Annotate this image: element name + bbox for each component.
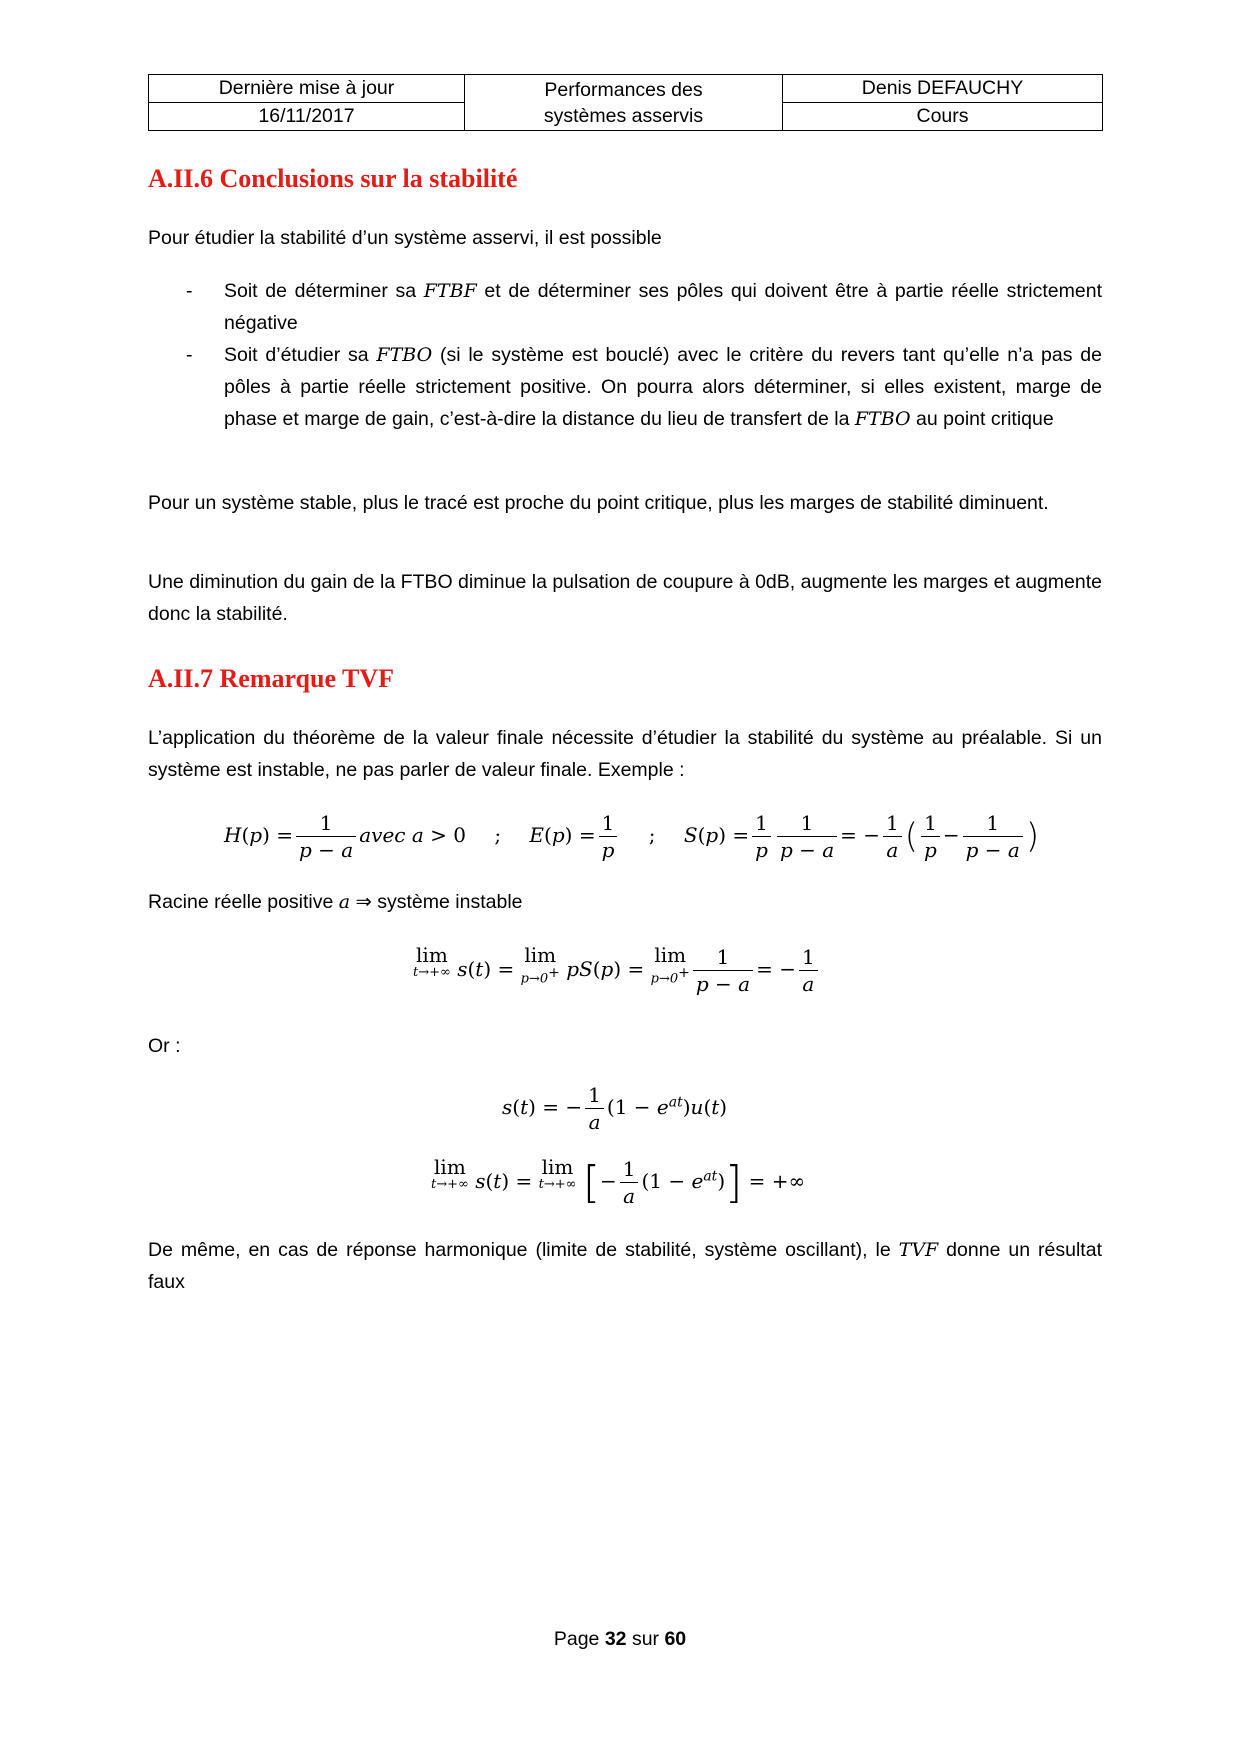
- equation-time-response: s(t) = − $\frac{1}{a}$ $(1 - e^{at})u(t)$: [502, 1083, 728, 1134]
- header-table: [148, 74, 1103, 131]
- stability-margin-text: Pour un système stable, plus le tracé est proche du point critique, plus les marges de stabilité diminuent.: [148, 492, 1049, 514]
- document-type: Cours: [783, 103, 1103, 131]
- section-heading-stability: A.II.6 Conclusions sur la stabilité: [148, 164, 518, 193]
- intro-text: Pour étudier la stabilité d’un système asservi, il est possible: [148, 227, 662, 249]
- conclusion-text: De même, en cas de réponse harmonique (limite de stabilité, système oscillant), le TVF donne un résultat faux: [148, 1239, 1102, 1293]
- list-item: - Soit de déterminer sa FTBF et de déterminer ses pôles qui doivent être à partie réelle strictement négative: [186, 280, 1103, 334]
- root-text: Racine réelle positive a ⇒ système instable: [148, 891, 523, 913]
- method-list: [148, 275, 1102, 435]
- last-update-label: Dernière mise à jour: [149, 75, 465, 103]
- author: Denis DEFAUCHY: [783, 75, 1103, 103]
- tvf-intro-text: L’application du théorème de la valeur finale nécessite d’étudier la stabilité du système au préalable. Si un système est instable, ne pas parler de valeur finale. Exemple :: [148, 727, 1102, 781]
- or-label: Or :: [148, 1035, 181, 1057]
- update-date: 16/11/2017: [149, 103, 465, 131]
- list-item: - Soit d’étudier sa FTBO (si le système est bouclé) avec le critère du revers tant qu’elle n’a pas de pôles à partie réelle strictement positive. On pourra alors déterminer, si elles existent, marge de phase et marge de gain, c’est-à-dire la distance du lieu de transfert de la FTBO au point critique: [186, 344, 1102, 430]
- equation-transfer-functions: H(p) = $\frac{1}{p - a}$ avec a > 0 ; E(p) = $\frac{1}{p}$ ; S(p) = $\frac{1}{p}$ $\frac{1}{p - a}$ = − $\frac{1}{a}$ ( $\frac{1}{p}$ − $\frac{1}{p - a}$ ): [224, 811, 1040, 862]
- page-content: [148, 74, 1103, 1293]
- section-heading-tvf: A.II.7 Remarque TVF: [148, 664, 395, 693]
- equation-final-value-limit: lim t→+∞ s(t) = lim p→0+ pS(p) = lim p→0+ $\frac{1}{p - a}$ = − $\frac{1}{a}$: [413, 944, 821, 997]
- document-title: Performances des systèmes asservis: [465, 75, 783, 131]
- gain-reduction-text: Une diminution du gain de la FTBO diminue la pulsation de coupure à 0dB, augmente les marges et augmente donc la stabilité.: [148, 571, 1102, 625]
- page-footer: Page 32 sur 60: [553, 1628, 687, 1650]
- equation-time-limit: lim t→+∞ s(t) = lim t→+∞ [− $\frac{1}{a}$ $(1 - e^{at})$] = +∞: [431, 1155, 806, 1208]
